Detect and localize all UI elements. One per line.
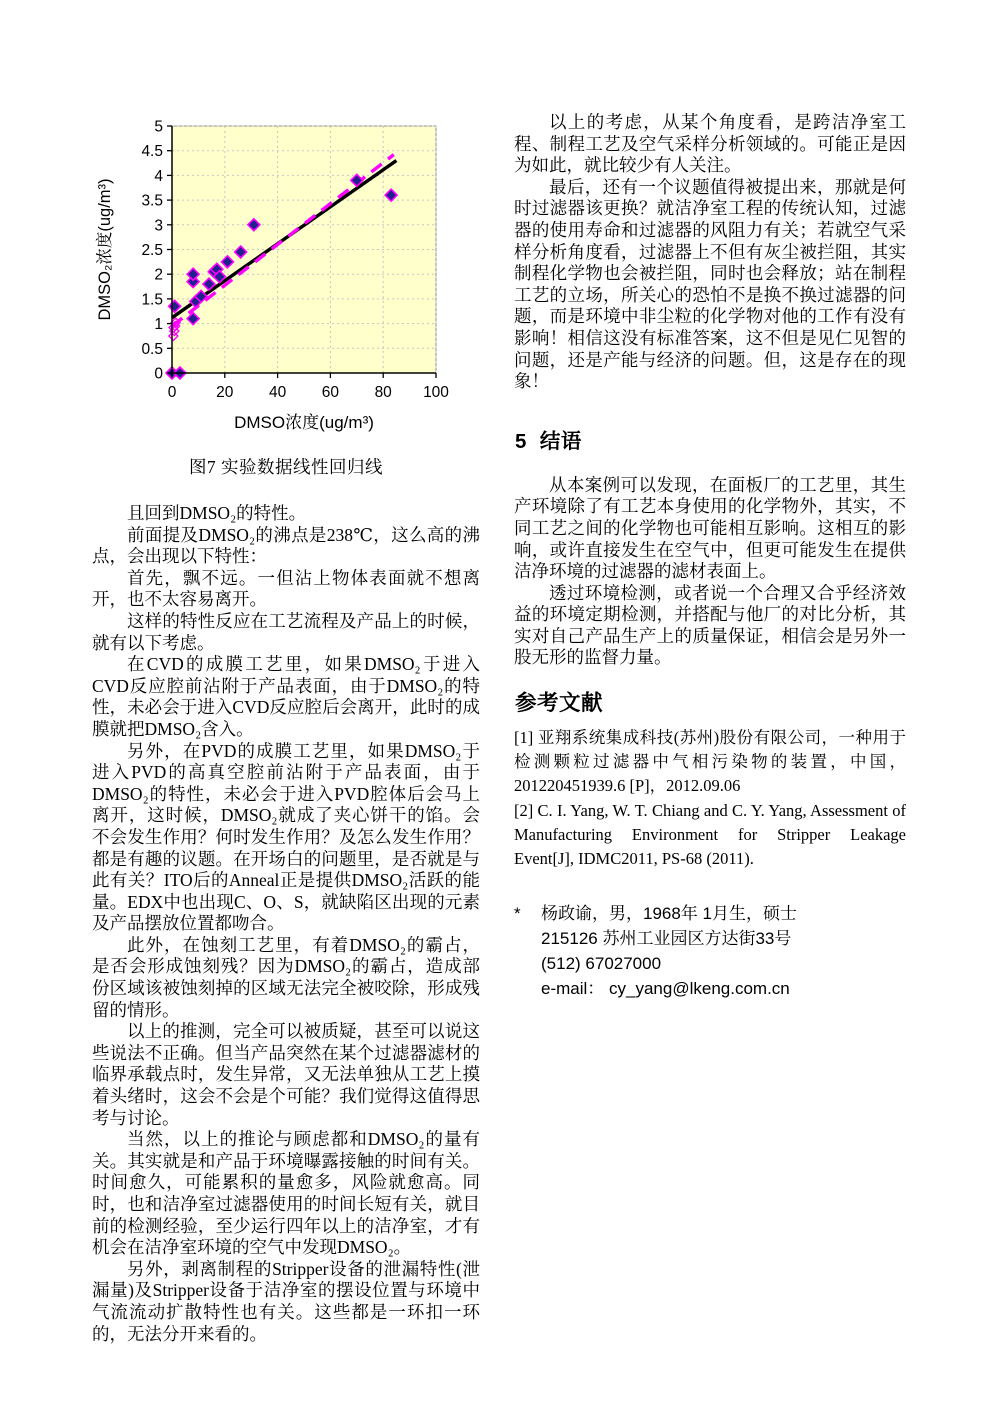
paragraph: 且回到DMSO₂的特性。 (127, 503, 307, 523)
right-column (514, 112, 906, 1001)
figure-7 (92, 112, 480, 479)
scatter-chart (92, 112, 462, 442)
reference-item: [2] C. I. Yang, W. T. Chiang and C. Y. Yang, Assessment of Manufacturing Environment for Stripper Leakage Event[J], IDMC2011, PS-68 (2011). (514, 800, 906, 869)
footnote-lines (541, 901, 906, 1001)
author-phone-line: (512) 67027000 (541, 954, 662, 974)
svg-text:3: 3 (154, 217, 163, 235)
paragraph: 当然，以上的推论与顾虑都和DMSO₂的量有关。其实就是和产品于环境曝露接触的时间有关。时间愈久，可能累积的量愈多，风险就愈高。同时，也和洁净室过滤器使用的时间长短有关，就目前的检测经验，至少运行四年以上的洁净室，才有机会在洁净室环境的空气中发现DMSO₂。 (92, 1129, 480, 1258)
svg-text:100: 100 (423, 384, 449, 401)
footnote-marker: * (514, 904, 521, 924)
svg-text:2.5: 2.5 (141, 242, 163, 259)
right-column-text (514, 112, 906, 393)
svg-text:3.5: 3.5 (141, 192, 163, 210)
author-footnote (514, 901, 906, 1001)
paragraph: 另外，剥离制程的Stripper设备的泄漏特性(泄漏量)及Stripper设备于洁净室的摆设位置与环境中气流流动扩散特性也有关。这些都是一环扣一环的，无法分开来看的。 (92, 1258, 480, 1344)
paragraph: 这样的特性反应在工艺流程及产品上的时候，就有以下考虑。 (92, 610, 480, 653)
paragraph: 以上的推测，完全可以被质疑，甚至可以说这些说法不正确。但当产品突然在某个过滤器滤材的临界承载点时，发生异常，又无法单独从工艺上摸着头绪时，这会不会是个可能？我们觉得这值得思考与讨论。 (92, 1021, 480, 1128)
author-email-line: e-mail： cy_yang@lkeng.com.cn (541, 979, 790, 999)
figure-caption: 图7 实验数据线性回归线 (188, 457, 384, 477)
paragraph: 从本案例可以发现，在面板厂的工艺里，其生产环境除了有工艺本身使用的化学物外，其实，不同工艺之间的化学物也可能相互影响。这相互的影响，或许直接发生在空气中，但更可能发生在提供洁净环境的过滤器的滤材表面上。 (514, 474, 906, 582)
paragraph: 最后，还有一个议题值得被提出来，那就是何时过滤器该更换？就洁净室工程的传统认知，过滤器的使用寿命和过滤器的风阻力有关；若就空气采样分析角度看，过滤器上不但有灰尘被拦阻，其实制程化学物也会被拦阻，同时也会释放；站在制程工艺的立场，所关心的恐怕不是换不换过滤器的问题，而是环境中非尘粒的化学物对他的工作有没有影响！相信这没有标准答案，这不但是见仁见智的问题，还是产能与经济的问题。但，这是存在的现象！ (514, 176, 906, 392)
paragraph: 前面提及DMSO₂的沸点是238℃，这么高的沸点，会出现以下特性： (92, 524, 480, 567)
author-name-line: 杨政谕，男，1968年 1月生，硕士 (541, 904, 797, 924)
section-title: 结语 (539, 429, 582, 453)
section-heading-conclusion (515, 424, 906, 454)
x-axis-title: DMSO浓度(ug/m³) (234, 413, 374, 432)
section-heading-references: 参考文献 (515, 691, 604, 716)
left-column (92, 112, 480, 1345)
svg-text:2: 2 (154, 266, 163, 284)
svg-text:5: 5 (154, 118, 163, 136)
svg-text:0: 0 (154, 365, 163, 383)
svg-text:4.5: 4.5 (141, 143, 163, 161)
reference-list (514, 726, 906, 871)
author-address-line: 215126 苏州工业园区方达街33号 (541, 929, 792, 949)
svg-text:4: 4 (154, 167, 163, 185)
scatter-plot-svg (92, 112, 462, 442)
svg-text:40: 40 (268, 384, 287, 401)
paragraph: 以上的考虑，从某个角度看，是跨洁净室工程、制程工艺及空气采样分析领域的。可能正是因为如此，就比较少有人关注。 (514, 112, 906, 176)
svg-text:1.5: 1.5 (141, 291, 163, 309)
paragraph: 透过环境检测，或者说一个合理又合乎经济效益的环境定期检测，并搭配与他厂的对比分析，其实对自己产品生产上的质量保证，相信会是另外一股无形的监督力量。 (514, 582, 906, 668)
svg-text:80: 80 (374, 384, 392, 401)
svg-text:1: 1 (154, 316, 163, 334)
paragraph: 另外，在PVD的成膜工艺里，如果DMSO₂于进入PVD的高真空腔前沾附于产品表面，由于DMSO₂的特性，未必会于进入PVD腔体后会马上离开，这时候，DMSO₂就成了夹心饼干的馅。会不会发生作用？何时发生作用？及怎么发生作用？都是有趣的议题。在开场白的问题里，是否就是与此有关？ITO后的Anneal正是提供DMSO₂活跃的能量。EDX中也出现C、O、S，就缺陷区出现的元素及产品摆放位置都吻合。 (92, 740, 480, 934)
svg-text:60: 60 (321, 384, 340, 401)
paragraph: 此外，在蚀刻工艺里，有着DMSO₂的霸占，是否会形成蚀刻残？因为DMSO₂的霸占，造成部份区域该被蚀刻掉的区域无法完全被咬除，形成残留的情形。 (92, 934, 480, 1020)
conclusion-text (514, 475, 906, 669)
reference-item: [1] 亚翔系统集成科技(苏州)股份有限公司，一种用于检测颗粒过滤器中气相污染物的装置，中国，201220451939.6 [P]，2012.09.06 (514, 728, 906, 796)
y-axis-title: DMSO₂浓度(ug/m³) (96, 178, 114, 321)
svg-text:0.5: 0.5 (141, 340, 163, 358)
paragraph: 在CVD的成膜工艺里，如果DMSO₂于进入CVD反应腔前沾附于产品表面，由于DMSO₂的特性，未必会于进入CVD反应腔后会离开，此时的成膜就把DMSO₂含入。 (92, 654, 480, 739)
section-number: 5 (515, 429, 527, 453)
svg-text:0: 0 (167, 384, 177, 401)
left-column-text (92, 503, 480, 1345)
paragraph: 首先，飘不远。一但沾上物体表面就不想离开，也不太容易离开。 (92, 567, 480, 610)
svg-text:20: 20 (216, 384, 234, 401)
